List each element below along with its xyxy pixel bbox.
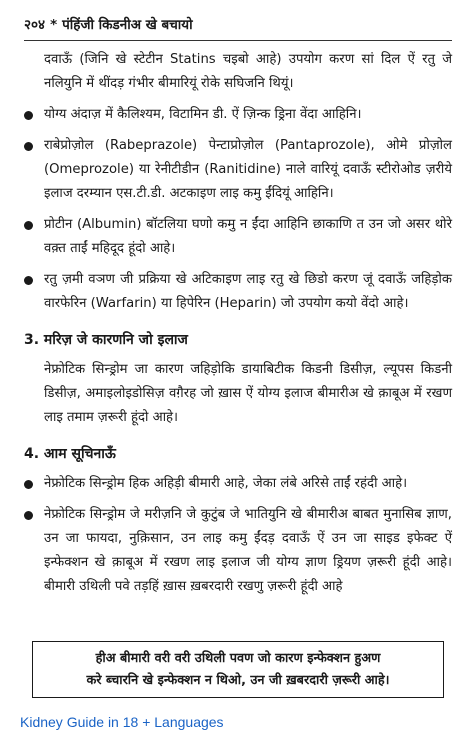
list-item	[24, 134, 454, 206]
notice-line-2: करे ब्चारनि खे इन्फेक्शन न थिओ, उन जी ख़बरदारी ज़रूरी आहे।	[86, 673, 390, 688]
section-3-title: 3. मरिज़ जे कारणनि जो इलाज	[24, 332, 188, 348]
list-item	[24, 103, 454, 127]
intro-paragraph: दवाऊँ (जिनि खे स्टेटीन Statins चइबो आहे) उपयोग करण सां दिल ऐं रतु जे नलियुनि में थींदड़ गंभीर बीमारियूं रोके सघिजनि थियूं।	[44, 52, 452, 91]
main-content	[24, 48, 454, 599]
bullet-icon	[24, 480, 33, 489]
bullet-icon	[24, 511, 33, 520]
book-title: पंहिंजी किडनीअ खे बचायो	[62, 17, 193, 33]
list-item-text: योग्य अंदाज़ में कैलिश्यम, विटामिन डी. ऐं ज़िन्क ड्रिना वेंदा आहिनि।	[44, 107, 362, 122]
page-number: २०४	[24, 17, 46, 33]
star-separator: *	[50, 17, 58, 33]
bullet-icon	[24, 111, 33, 120]
list-item-text: राबेप्रोज़ोल (Rabeprazole) पेन्टाप्रोज़ोल (Pantaprozole), ओमे प्रोज़ोल (Omeprozole) या रेनीटीडीन (Ranitidine) नाले वारियूं दवाऊँ स्टीरोओड ज़रीये इलाज दरम्यान एस.टी.डी. अटकाइण लाइ कमु ईंदियूं आहिनि।	[44, 138, 452, 201]
footer-link[interactable]: Kidney Guide in 18 + Languages	[20, 714, 224, 730]
list-item-text: नेफ्रोटिक सिन्ड्रोम हिक अहिड़ी बीमारी आहे, जेका लंबे अरिसे ताईं रहंदी आहे।	[44, 476, 408, 491]
bullet-icon	[24, 221, 33, 230]
section-4-title: 4. आम सूचिनाऊँ	[24, 446, 116, 462]
list-item-text: रतु ज़मी वञण जी प्रक्रिया खे अटिकाइण लाइ रतु खे छिडो करण जूं दवाऊँ जहिड़ोक वारफेरिन (Warfarin) या हिपेरिन (Heparin) जो उपयोग कयो वेंदो आहे।	[44, 272, 452, 311]
section-3-body: नेफ्रोटिक सिन्ड्रोम जा कारण जहिड़ोकि डायाबिटीक किडनी डिसीज़, ल्यूपस किडनी डिसीज़, अमाइलोइडोसिज़ वग़ैरह जो ख़ास ऐं योग्य इलाज बीमारीअ खे क़ाबूअ में रखण लाइ तमाम ज़रूरी हूंदो आहे।	[44, 362, 452, 425]
list-item	[24, 213, 454, 261]
notice-line-1: हीअ बीमारी वरी वरी उथिली पवण जो कारण इन्फेक्शन हुअण	[95, 651, 381, 666]
notice-box	[32, 641, 444, 698]
bullet-icon	[24, 276, 33, 285]
list-item-text: प्रोटीन (Albumin) बॉटलिया घणो कमु न ईंदा आहिनि छाकाणि त उन जो असर थोरे वक़्त ताईं महिदूद हूंदो आहे।	[44, 217, 452, 256]
list-item	[24, 268, 454, 316]
bullet-icon	[24, 142, 33, 151]
list-item	[24, 472, 454, 496]
header-divider	[24, 40, 452, 41]
page-header	[24, 12, 454, 38]
list-item-text: नेफ्रोटिक सिन्ड्रोम जे मरीज़नि जे कुटुंब जे भातियुनि खे बीमारीअ बाबत मुनासिब ज्ञाण, उन जा फायदा, नुक़िसान, उन लाइ कमु ईंदड़ दवाऊँ ऐं उन जा साइड इफेक्ट ऐं इन्फेक्शन खे क़ाबूअ में रखण लाइ इलाज जी योग्य ज्ञाण ड्रियण ज़रूरी हूंदी आहे। बीमारी उथिली पवे तड़हिं ख़ास ख़बरदारी रखणु ज़रूरी हूंदी आहे	[44, 507, 452, 594]
list-item	[24, 503, 454, 599]
